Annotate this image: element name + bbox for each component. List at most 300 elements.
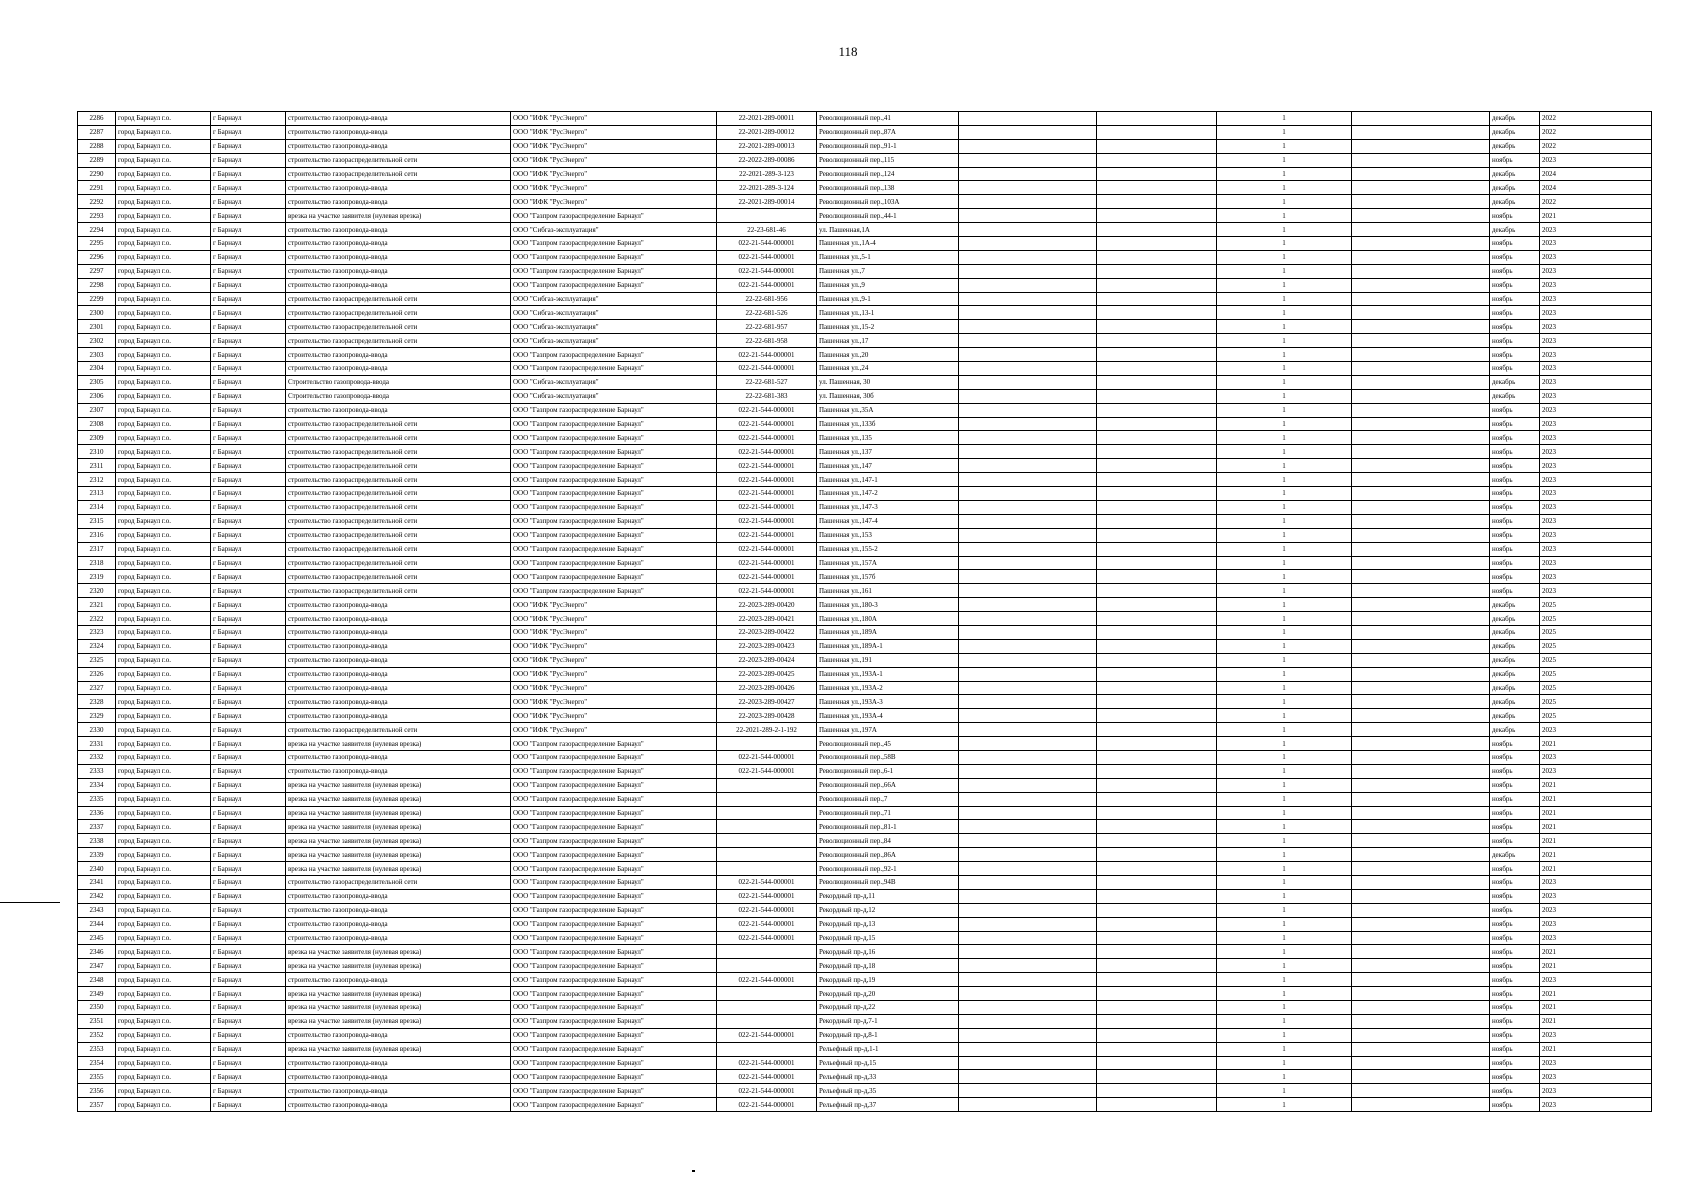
year-cell: 2021 (1540, 820, 1652, 834)
municipality-cell: город Барнаул г.о. (116, 1098, 211, 1112)
address-cell: Рекордный пр-д,16 (817, 945, 959, 959)
empty-cell (1352, 431, 1490, 445)
address-cell: Рекордный пр-д,18 (817, 959, 959, 973)
year-cell: 2025 (1540, 667, 1652, 681)
organization-cell: ООО "Газпром газораспределение Барнаул" (511, 987, 717, 1001)
empty-cell (1352, 737, 1490, 751)
document-number-cell: 022-21-544-000001 (717, 584, 817, 598)
year-cell: 2025 (1540, 598, 1652, 612)
empty-cell (959, 112, 1097, 126)
work-type-cell: строительство газопровода-ввода (286, 903, 511, 917)
row-number-cell: 2345 (78, 931, 116, 945)
document-number-cell (717, 778, 817, 792)
empty-cell (959, 889, 1097, 903)
quantity-cell: 1 (1217, 1084, 1352, 1098)
municipality-cell: город Барнаул г.о. (116, 125, 211, 139)
document-number-cell: 022-21-544-000001 (717, 750, 817, 764)
year-cell: 2022 (1540, 195, 1652, 209)
table-row (78, 334, 1652, 348)
quantity-cell: 1 (1217, 528, 1352, 542)
year-cell: 2023 (1540, 250, 1652, 264)
month-cell: декабрь (1490, 709, 1540, 723)
row-number-cell: 2347 (78, 959, 116, 973)
empty-cell (1352, 917, 1490, 931)
year-cell: 2022 (1540, 125, 1652, 139)
document-number-cell: 22-22-681-957 (717, 320, 817, 334)
row-number-cell: 2290 (78, 167, 116, 181)
empty-cell (1352, 709, 1490, 723)
municipality-cell: город Барнаул г.о. (116, 445, 211, 459)
empty-cell (1097, 639, 1217, 653)
empty-cell (1097, 139, 1217, 153)
table-row (78, 1084, 1652, 1098)
organization-cell: ООО "Газпром газораспределение Барнаул" (511, 931, 717, 945)
work-type-cell: врезка на участке заявителя (нулевая врезка) (286, 820, 511, 834)
city-cell: г Барнаул (211, 514, 286, 528)
table-row (78, 362, 1652, 376)
empty-cell (1097, 348, 1217, 362)
city-cell: г Барнаул (211, 139, 286, 153)
empty-cell (959, 1001, 1097, 1015)
table-row (78, 139, 1652, 153)
quantity-cell: 1 (1217, 125, 1352, 139)
quantity-cell: 1 (1217, 445, 1352, 459)
empty-cell (959, 584, 1097, 598)
address-cell: Пашенная ул.,15-2 (817, 320, 959, 334)
month-cell: ноябрь (1490, 820, 1540, 834)
year-cell: 2024 (1540, 167, 1652, 181)
municipality-cell: город Барнаул г.о. (116, 889, 211, 903)
municipality-cell: город Барнаул г.о. (116, 1001, 211, 1015)
table-row (78, 917, 1652, 931)
month-cell: ноябрь (1490, 417, 1540, 431)
address-cell: Пашенная ул.,180-3 (817, 598, 959, 612)
empty-cell (1352, 237, 1490, 251)
organization-cell: ООО "ИФК "РусЭнерго" (511, 167, 717, 181)
month-cell: ноябрь (1490, 264, 1540, 278)
city-cell: г Барнаул (211, 1001, 286, 1015)
city-cell: г Барнаул (211, 223, 286, 237)
month-cell: ноябрь (1490, 514, 1540, 528)
empty-cell (1352, 987, 1490, 1001)
month-cell: ноябрь (1490, 792, 1540, 806)
municipality-cell: город Барнаул г.о. (116, 195, 211, 209)
empty-cell (1352, 903, 1490, 917)
empty-cell (959, 778, 1097, 792)
empty-cell (1352, 959, 1490, 973)
row-number-cell: 2323 (78, 625, 116, 639)
city-cell: г Барнаул (211, 653, 286, 667)
document-number-cell: 22-2021-289-00011 (717, 112, 817, 126)
municipality-cell: город Барнаул г.о. (116, 417, 211, 431)
empty-cell (1352, 403, 1490, 417)
empty-cell (1097, 820, 1217, 834)
municipality-cell: город Барнаул г.о. (116, 167, 211, 181)
document-number-cell: 22-2021-289-00013 (717, 139, 817, 153)
address-cell: Пашенная ул.,193А-3 (817, 695, 959, 709)
empty-cell (1097, 764, 1217, 778)
organization-cell: ООО "Газпром газораспределение Барнаул" (511, 1001, 717, 1015)
quantity-cell: 1 (1217, 1028, 1352, 1042)
empty-cell (1352, 320, 1490, 334)
organization-cell: ООО "Газпром газораспределение Барнаул" (511, 1084, 717, 1098)
year-cell: 2021 (1540, 1042, 1652, 1056)
municipality-cell: город Барнаул г.о. (116, 834, 211, 848)
empty-cell (1352, 375, 1490, 389)
empty-cell (959, 737, 1097, 751)
document-number-cell: 22-2023-289-00428 (717, 709, 817, 723)
municipality-cell: город Барнаул г.о. (116, 653, 211, 667)
empty-cell (1352, 750, 1490, 764)
address-cell: Пашенная ул.,9 (817, 278, 959, 292)
year-cell: 2023 (1540, 223, 1652, 237)
row-number-cell: 2310 (78, 445, 116, 459)
empty-cell (959, 459, 1097, 473)
document-number-cell: 022-21-544-000001 (717, 542, 817, 556)
table-row (78, 598, 1652, 612)
empty-cell (1097, 209, 1217, 223)
municipality-cell: город Барнаул г.о. (116, 375, 211, 389)
organization-cell: ООО "Газпром газораспределение Барнаул" (511, 792, 717, 806)
row-number-cell: 2307 (78, 403, 116, 417)
municipality-cell: город Барнаул г.о. (116, 778, 211, 792)
address-cell: Революционный пер.,87А (817, 125, 959, 139)
table-row (78, 1070, 1652, 1084)
empty-cell (1352, 889, 1490, 903)
year-cell: 2023 (1540, 875, 1652, 889)
row-number-cell: 2328 (78, 695, 116, 709)
empty-cell (1097, 1042, 1217, 1056)
organization-cell: ООО "Газпром газораспределение Барнаул" (511, 862, 717, 876)
quantity-cell: 1 (1217, 570, 1352, 584)
document-number-cell: 022-21-544-000001 (717, 237, 817, 251)
empty-cell (1352, 1070, 1490, 1084)
empty-cell (1097, 417, 1217, 431)
work-type-cell: строительство газопровода-ввода (286, 195, 511, 209)
work-type-cell: строительство газопровода-ввода (286, 1098, 511, 1112)
document-number-cell: 022-21-544-000001 (717, 875, 817, 889)
empty-cell (1097, 987, 1217, 1001)
work-type-cell: строительство газопровода-ввода (286, 750, 511, 764)
empty-cell (1097, 612, 1217, 626)
empty-cell (1097, 153, 1217, 167)
month-cell: ноябрь (1490, 862, 1540, 876)
empty-cell (1097, 750, 1217, 764)
table-row (78, 973, 1652, 987)
work-type-cell: врезка на участке заявителя (нулевая врезка) (286, 987, 511, 1001)
organization-cell: ООО "Газпром газораспределение Барнаул" (511, 945, 717, 959)
document-number-cell: 22-2021-289-00014 (717, 195, 817, 209)
work-type-cell: строительство газопровода-ввода (286, 348, 511, 362)
row-number-cell: 2296 (78, 250, 116, 264)
empty-cell (1097, 917, 1217, 931)
empty-cell (959, 195, 1097, 209)
document-number-cell: 22-2023-289-00420 (717, 598, 817, 612)
empty-cell (1097, 292, 1217, 306)
city-cell: г Барнаул (211, 153, 286, 167)
empty-cell (1097, 528, 1217, 542)
document-number-cell: 22-2023-289-00421 (717, 612, 817, 626)
organization-cell: ООО "Газпром газораспределение Барнаул" (511, 973, 717, 987)
quantity-cell: 1 (1217, 375, 1352, 389)
work-type-cell: Строительство газопровода-ввода (286, 375, 511, 389)
table-row (78, 181, 1652, 195)
row-number-cell: 2300 (78, 306, 116, 320)
empty-cell (1352, 445, 1490, 459)
quantity-cell: 1 (1217, 250, 1352, 264)
table-row (78, 764, 1652, 778)
document-number-cell (717, 792, 817, 806)
empty-cell (959, 362, 1097, 376)
empty-cell (959, 903, 1097, 917)
empty-cell (1097, 695, 1217, 709)
city-cell: г Барнаул (211, 959, 286, 973)
organization-cell: ООО "Газпром газораспределение Барнаул" (511, 473, 717, 487)
year-cell: 2025 (1540, 639, 1652, 653)
table-row (78, 1098, 1652, 1112)
document-number-cell (717, 987, 817, 1001)
table-row (78, 431, 1652, 445)
row-number-cell: 2354 (78, 1056, 116, 1070)
address-cell: Пашенная ул.,9-1 (817, 292, 959, 306)
empty-cell (959, 667, 1097, 681)
month-cell: декабрь (1490, 167, 1540, 181)
year-cell: 2023 (1540, 570, 1652, 584)
city-cell: г Барнаул (211, 584, 286, 598)
empty-cell (959, 181, 1097, 195)
city-cell: г Барнаул (211, 848, 286, 862)
work-type-cell: строительство газораспределительной сети (286, 320, 511, 334)
month-cell: ноябрь (1490, 237, 1540, 251)
quantity-cell: 1 (1217, 348, 1352, 362)
organization-cell: ООО "Газпром газораспределение Барнаул" (511, 250, 717, 264)
year-cell: 2023 (1540, 362, 1652, 376)
empty-cell (1097, 334, 1217, 348)
scan-mark-left (0, 902, 60, 903)
work-type-cell: строительство газораспределительной сети (286, 542, 511, 556)
table-row (78, 487, 1652, 501)
empty-cell (1352, 806, 1490, 820)
empty-cell (959, 542, 1097, 556)
month-cell: декабрь (1490, 375, 1540, 389)
month-cell: ноябрь (1490, 459, 1540, 473)
month-cell: ноябрь (1490, 584, 1540, 598)
city-cell: г Барнаул (211, 473, 286, 487)
work-type-cell: строительство газопровода-ввода (286, 237, 511, 251)
row-number-cell: 2297 (78, 264, 116, 278)
address-cell: Рекордный пр-д,19 (817, 973, 959, 987)
quantity-cell: 1 (1217, 931, 1352, 945)
work-type-cell: врезка на участке заявителя (нулевая врезка) (286, 862, 511, 876)
empty-cell (1352, 348, 1490, 362)
municipality-cell: город Барнаул г.о. (116, 862, 211, 876)
table-row (78, 292, 1652, 306)
municipality-cell: город Барнаул г.о. (116, 584, 211, 598)
table-row (78, 500, 1652, 514)
empty-cell (1097, 875, 1217, 889)
quantity-cell: 1 (1217, 903, 1352, 917)
quantity-cell: 1 (1217, 112, 1352, 126)
municipality-cell: город Барнаул г.о. (116, 362, 211, 376)
empty-cell (959, 931, 1097, 945)
row-number-cell: 2318 (78, 556, 116, 570)
municipality-cell: город Барнаул г.о. (116, 278, 211, 292)
city-cell: г Барнаул (211, 417, 286, 431)
year-cell: 2023 (1540, 931, 1652, 945)
year-cell: 2023 (1540, 1098, 1652, 1112)
year-cell: 2021 (1540, 209, 1652, 223)
organization-cell: ООО "Газпром газораспределение Барнаул" (511, 403, 717, 417)
work-type-cell: строительство газопровода-ввода (286, 639, 511, 653)
municipality-cell: город Барнаул г.о. (116, 153, 211, 167)
address-cell: Пашенная ул.,137 (817, 445, 959, 459)
table-row (78, 1014, 1652, 1028)
empty-cell (959, 834, 1097, 848)
empty-cell (1352, 487, 1490, 501)
address-cell: Революционный пер.,94В (817, 875, 959, 889)
document-number-cell: 022-21-544-000001 (717, 973, 817, 987)
address-cell: Пашенная ул.,17 (817, 334, 959, 348)
year-cell: 2021 (1540, 737, 1652, 751)
work-type-cell: строительство газопровода-ввода (286, 264, 511, 278)
municipality-cell: город Барнаул г.о. (116, 181, 211, 195)
municipality-cell: город Барнаул г.о. (116, 667, 211, 681)
row-number-cell: 2315 (78, 514, 116, 528)
empty-cell (959, 681, 1097, 695)
document-number-cell: 22-2021-289-2-1-192 (717, 723, 817, 737)
table-row (78, 667, 1652, 681)
empty-cell (1352, 681, 1490, 695)
city-cell: г Барнаул (211, 1042, 286, 1056)
work-type-cell: строительство газопровода-ввода (286, 889, 511, 903)
empty-cell (1352, 1014, 1490, 1028)
quantity-cell: 1 (1217, 1042, 1352, 1056)
document-number-cell: 022-21-544-000001 (717, 903, 817, 917)
empty-cell (1352, 167, 1490, 181)
address-cell: Революционный пер.,6-1 (817, 764, 959, 778)
empty-cell (1352, 848, 1490, 862)
month-cell: декабрь (1490, 389, 1540, 403)
address-cell: Рекордный пр-д,20 (817, 987, 959, 1001)
organization-cell: ООО "Газпром газораспределение Барнаул" (511, 528, 717, 542)
empty-cell (1352, 973, 1490, 987)
city-cell: г Барнаул (211, 1070, 286, 1084)
empty-cell (959, 709, 1097, 723)
quantity-cell: 1 (1217, 195, 1352, 209)
year-cell: 2023 (1540, 348, 1652, 362)
address-cell: Рельефный пр-д,35 (817, 1084, 959, 1098)
empty-cell (959, 153, 1097, 167)
municipality-cell: город Барнаул г.о. (116, 528, 211, 542)
row-number-cell: 2314 (78, 500, 116, 514)
work-type-cell: строительство газораспределительной сети (286, 153, 511, 167)
city-cell: г Барнаул (211, 264, 286, 278)
work-type-cell: строительство газораспределительной сети (286, 584, 511, 598)
empty-cell (1352, 417, 1490, 431)
year-cell: 2023 (1540, 445, 1652, 459)
municipality-cell: город Барнаул г.о. (116, 237, 211, 251)
organization-cell: ООО "Сибгаз-эксплуатация" (511, 389, 717, 403)
empty-cell (1097, 653, 1217, 667)
table-row (78, 223, 1652, 237)
row-number-cell: 2305 (78, 375, 116, 389)
year-cell: 2023 (1540, 375, 1652, 389)
month-cell: декабрь (1490, 112, 1540, 126)
address-cell: Рельефный пр-д,15 (817, 1056, 959, 1070)
work-type-cell: строительство газопровода-ввода (286, 139, 511, 153)
empty-cell (959, 1098, 1097, 1112)
empty-cell (1097, 195, 1217, 209)
quantity-cell: 1 (1217, 459, 1352, 473)
city-cell: г Барнаул (211, 403, 286, 417)
city-cell: г Барнаул (211, 334, 286, 348)
row-number-cell: 2357 (78, 1098, 116, 1112)
year-cell: 2023 (1540, 459, 1652, 473)
month-cell: ноябрь (1490, 1084, 1540, 1098)
document-number-cell (717, 806, 817, 820)
table-row (78, 195, 1652, 209)
municipality-cell: город Барнаул г.о. (116, 987, 211, 1001)
empty-cell (1097, 487, 1217, 501)
empty-cell (1352, 1098, 1490, 1112)
municipality-cell: город Барнаул г.о. (116, 139, 211, 153)
empty-cell (1097, 500, 1217, 514)
empty-cell (1097, 250, 1217, 264)
table-row (78, 875, 1652, 889)
row-number-cell: 2286 (78, 112, 116, 126)
table-row (78, 778, 1652, 792)
document-number-cell (717, 1014, 817, 1028)
month-cell: ноябрь (1490, 750, 1540, 764)
empty-cell (959, 695, 1097, 709)
address-cell: Пашенная ул.,20 (817, 348, 959, 362)
row-number-cell: 2319 (78, 570, 116, 584)
quantity-cell: 1 (1217, 1056, 1352, 1070)
quantity-cell: 1 (1217, 542, 1352, 556)
month-cell: ноябрь (1490, 806, 1540, 820)
month-cell: ноябрь (1490, 1001, 1540, 1015)
row-number-cell: 2337 (78, 820, 116, 834)
empty-cell (959, 167, 1097, 181)
organization-cell: ООО "Сибгаз-эксплуатация" (511, 320, 717, 334)
year-cell: 2023 (1540, 514, 1652, 528)
document-number-cell: 022-21-544-000001 (717, 1070, 817, 1084)
row-number-cell: 2309 (78, 431, 116, 445)
year-cell: 2023 (1540, 750, 1652, 764)
empty-cell (959, 625, 1097, 639)
document-number-cell: 22-22-681-958 (717, 334, 817, 348)
work-type-cell: строительство газораспределительной сети (286, 473, 511, 487)
organization-cell: ООО "ИФК "РусЭнерго" (511, 667, 717, 681)
month-cell: ноябрь (1490, 973, 1540, 987)
document-number-cell: 022-21-544-000001 (717, 514, 817, 528)
address-cell: Пашенная ул.,147-3 (817, 500, 959, 514)
municipality-cell: город Барнаул г.о. (116, 639, 211, 653)
month-cell: ноябрь (1490, 959, 1540, 973)
month-cell: ноябрь (1490, 987, 1540, 1001)
address-cell: Пашенная ул.,147 (817, 459, 959, 473)
city-cell: г Барнаул (211, 750, 286, 764)
row-number-cell: 2321 (78, 598, 116, 612)
municipality-cell: город Барнаул г.о. (116, 1028, 211, 1042)
city-cell: г Барнаул (211, 820, 286, 834)
month-cell: ноябрь (1490, 528, 1540, 542)
city-cell: г Барнаул (211, 792, 286, 806)
month-cell: ноябрь (1490, 556, 1540, 570)
organization-cell: ООО "Сибгаз-эксплуатация" (511, 375, 717, 389)
year-cell: 2023 (1540, 487, 1652, 501)
month-cell: ноябрь (1490, 737, 1540, 751)
